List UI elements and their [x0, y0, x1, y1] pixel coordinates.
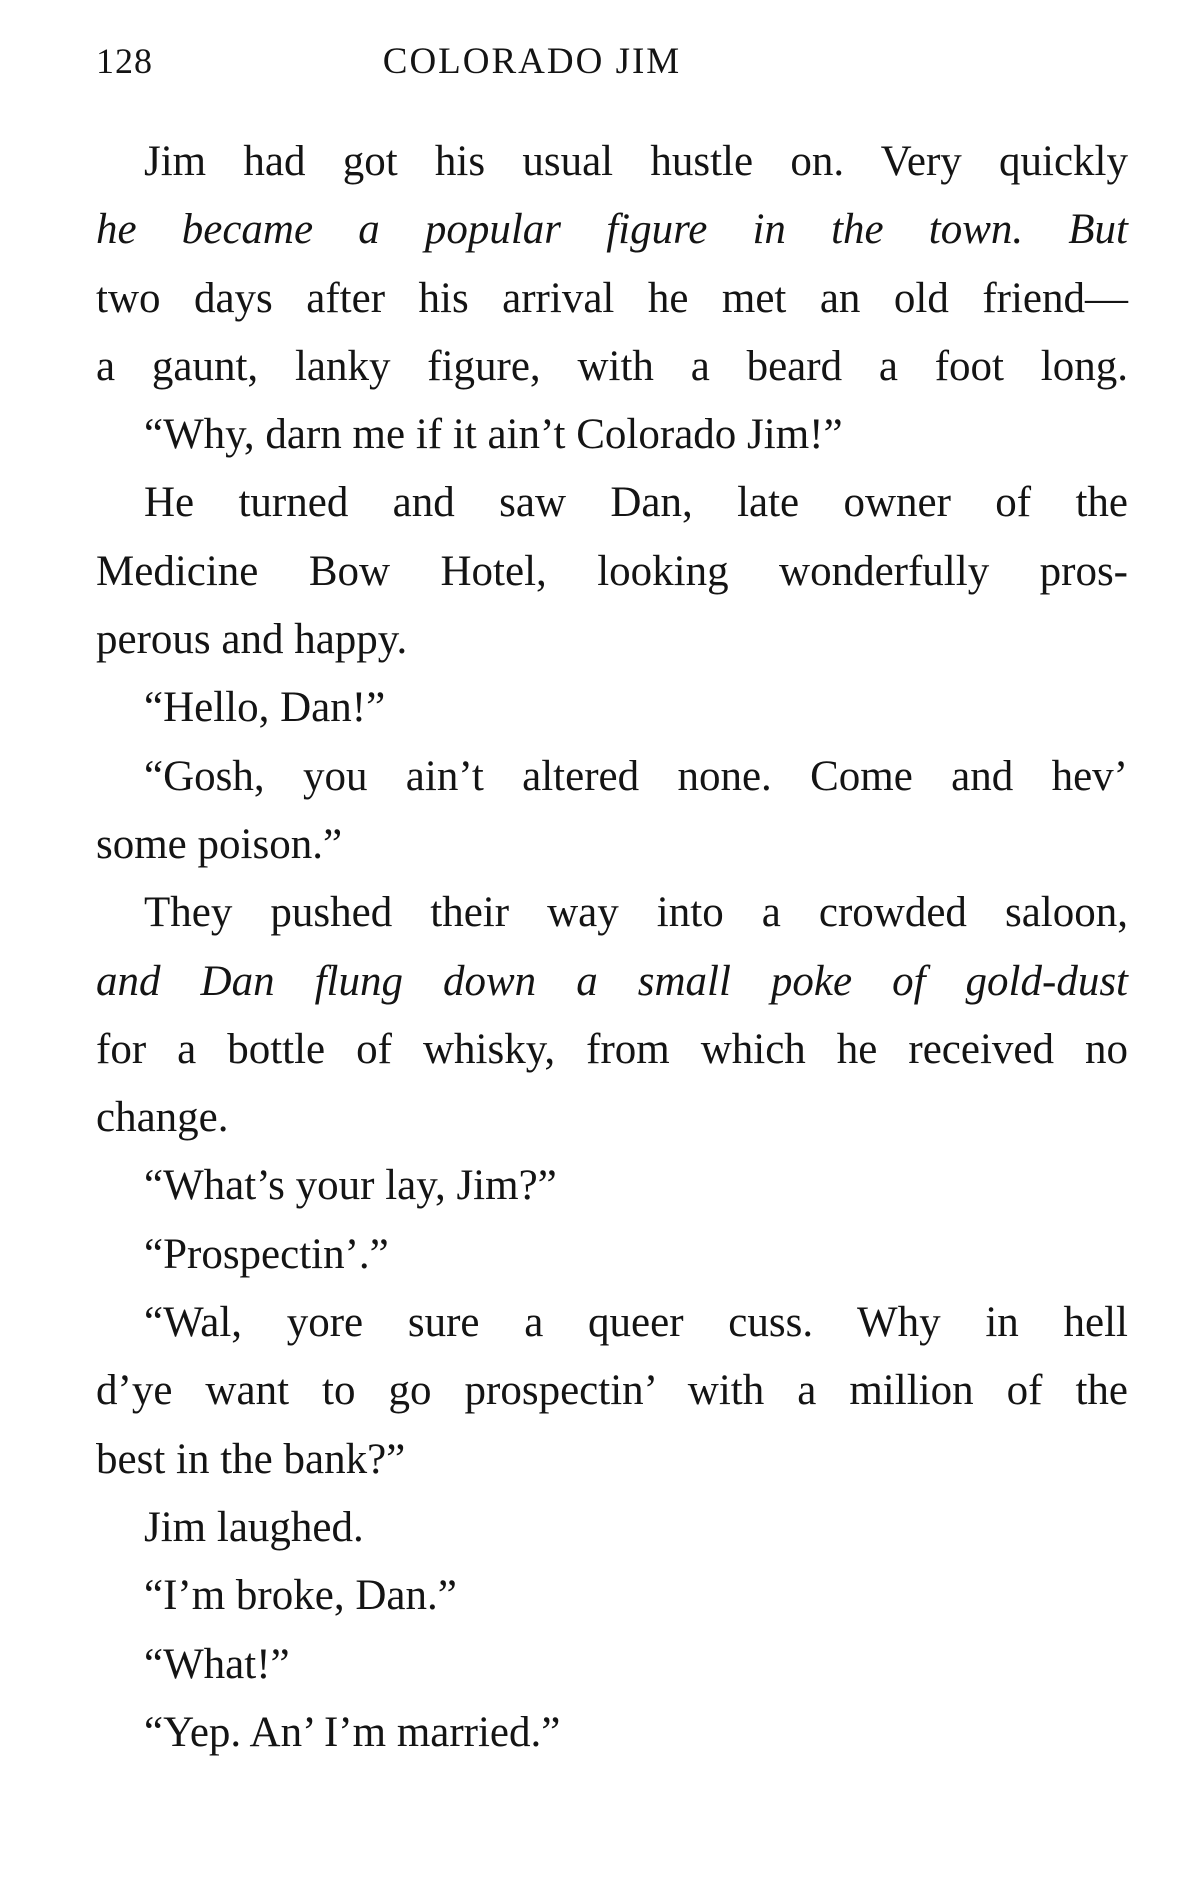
text-line: and Dan flung down a small poke of gold-dust: [96, 957, 1128, 1005]
text-line: a gaunt, lanky figure, with a beard a foot long.: [96, 342, 1128, 390]
text-line: “Yep. An’ I’m married.”: [144, 1708, 561, 1756]
text-line: “Hello, Dan!”: [144, 684, 386, 732]
text-line: “Prospectin’.”: [144, 1230, 389, 1278]
text-line: They pushed their way into a crowded saloon,: [144, 889, 1128, 937]
text-line: some poison.”: [96, 820, 343, 868]
text-line: perous and happy.: [96, 616, 408, 664]
text-line: he became a popular figure in the town. But: [96, 206, 1128, 254]
text-line: “Wal, yore sure a queer cuss. Why in hell: [144, 1299, 1128, 1347]
text-line: for a bottle of whisky, from which he received no: [96, 1025, 1128, 1073]
running-head: [96, 40, 1128, 90]
text-line: Jim laughed.: [144, 1503, 364, 1551]
text-line: two days after his arrival he met an old friend—: [96, 274, 1128, 322]
text-line: “Gosh, you ain’t altered none. Come and hev’: [144, 752, 1128, 800]
text-line: “What!”: [144, 1640, 290, 1688]
text-line: Medicine Bow Hotel, looking wonderfully pros-: [96, 547, 1128, 595]
text-line: d’ye want to go prospectin’ with a million of the: [96, 1367, 1128, 1415]
text-line: Jim had got his usual hustle on. Very quickly: [144, 138, 1128, 185]
body-text: [96, 128, 1128, 1767]
text-line: “I’m broke, Dan.”: [144, 1572, 457, 1620]
text-line: He turned and saw Dan, late owner of the: [144, 479, 1128, 527]
text-line: “Why, darn me if it ain’t Colorado Jim!”: [144, 411, 843, 459]
book-title: COLORADO JIM: [382, 41, 682, 82]
text-line: best in the bank?”: [96, 1435, 406, 1483]
text-line: change.: [96, 1094, 229, 1142]
text-line: “What’s your lay, Jim?”: [144, 1162, 557, 1210]
page-number: 128: [96, 41, 153, 81]
